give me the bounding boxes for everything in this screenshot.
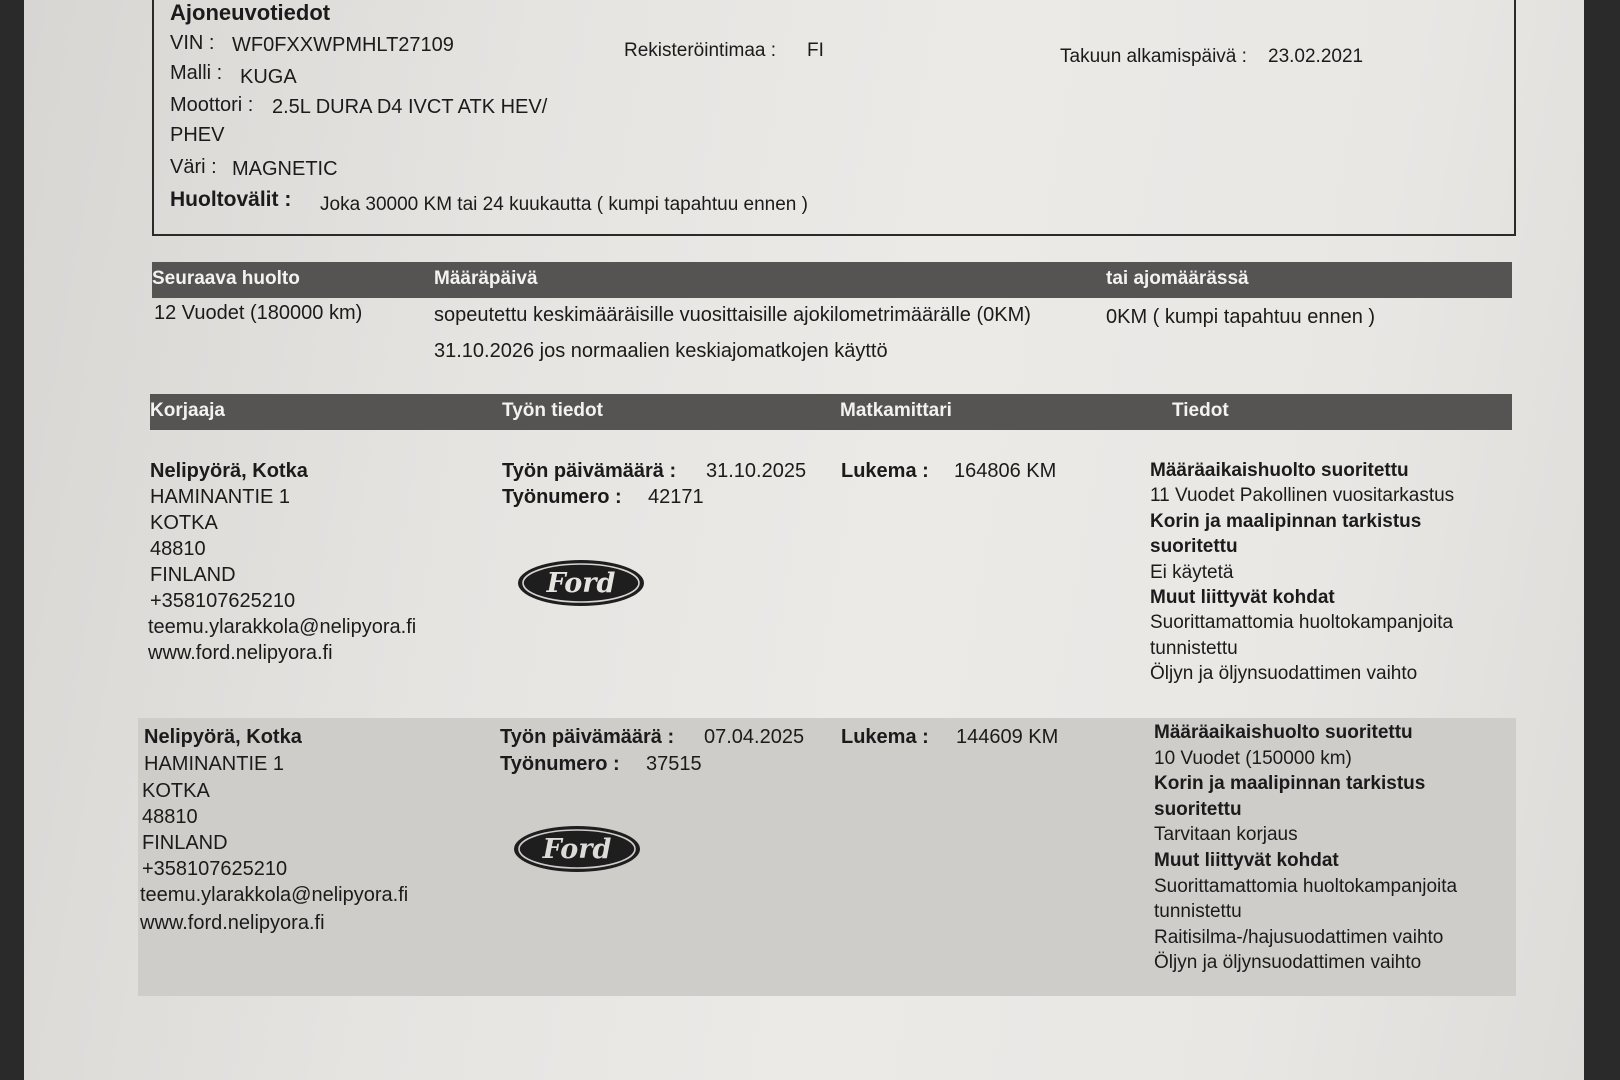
model-label: Malli :: [170, 62, 223, 84]
work-detail-line: suoritettu: [1154, 798, 1242, 820]
ford-oval-logo-icon: [512, 824, 642, 874]
engine-value-cont: PHEV: [170, 124, 225, 146]
dealer-name: Nelipyörä, Kotka: [144, 726, 302, 748]
header-odometer: Matkamittari: [840, 400, 952, 421]
odometer-label: Lukema :: [841, 726, 929, 748]
vin-value: WF0FXXWPMHLT27109: [232, 34, 454, 56]
header-mileage: tai ajomäärässä: [1106, 268, 1249, 289]
work-date-label: Työn päivämäärä :: [502, 460, 677, 482]
next-service-due-line2: 31.10.2026 jos normaalien keskiajomatkojen käyttö: [434, 340, 888, 362]
warranty-value: 23.02.2021: [1268, 46, 1364, 67]
dealer-email: teemu.ylarakkola@nelipyora.fi: [140, 884, 409, 906]
work-detail-line: Määräaikaishuolto suoritettu: [1150, 460, 1409, 481]
header-due-date: Määräpäivä: [434, 268, 538, 289]
next-service-mileage: 0KM ( kumpi tapahtuu ennen ): [1106, 306, 1376, 328]
header-work-info: Työn tiedot: [502, 400, 603, 421]
work-detail-line: Korin ja maalipinnan tarkistus: [1150, 510, 1422, 532]
color-label: Väri :: [170, 156, 217, 178]
work-detail-line: Öljyn ja öljynsuodattimen vaihto: [1150, 663, 1418, 685]
odometer-value: 144609 KM: [956, 726, 1059, 748]
dealer-phone: +358107625210: [142, 858, 288, 880]
work-detail-line: tunnistettu: [1154, 901, 1242, 923]
dealer-country: FINLAND: [150, 564, 236, 586]
job-number-label: Työnumero :: [502, 486, 622, 508]
work-detail-line: Ei käytetä: [1150, 561, 1234, 583]
model-value: KUGA: [240, 66, 297, 88]
next-service-header: [152, 262, 1512, 298]
work-detail-line: 10 Vuodet (150000 km): [1154, 747, 1352, 769]
header-repairer: Korjaaja: [150, 400, 225, 421]
work-detail-line: 11 Vuodet Pakollinen vuositarkastus: [1150, 485, 1455, 507]
odometer-label: Lukema :: [841, 460, 929, 482]
dealer-name: Nelipyörä, Kotka: [150, 460, 308, 482]
work-detail-line: Suorittamattomia huoltokampanjoita: [1154, 875, 1458, 897]
work-detail-line: Tarvitaan korjaus: [1154, 824, 1298, 846]
dealer-city: KOTKA: [150, 512, 218, 534]
dealer-email: teemu.ylarakkola@nelipyora.fi: [148, 616, 417, 638]
vehicle-heading: Ajoneuvotiedot: [170, 0, 331, 25]
warranty-label: Takuun alkamispäivä :: [1060, 46, 1247, 67]
work-detail-line: Muut liittyvät kohdat: [1150, 587, 1335, 608]
vin-label: VIN :: [170, 32, 215, 54]
next-service-period: 12 Vuodet (180000 km): [154, 302, 363, 324]
interval-label: Huoltovälit :: [170, 188, 292, 211]
dealer-address: HAMINANTIE 1: [144, 753, 285, 775]
odometer-value: 164806 KM: [954, 460, 1057, 482]
work-date-value: 07.04.2025: [704, 726, 805, 748]
interval-value: Joka 30000 KM tai 24 kuukautta ( kumpi tapahtuu ennen ): [320, 194, 808, 215]
service-document: [24, 0, 1584, 1080]
next-service-due-line1: sopeutettu keskimääräisille vuosittaisille ajokilometrimäärälle (0KM): [434, 304, 1031, 326]
job-number-label: Työnumero :: [500, 753, 620, 775]
dealer-website: www.ford.nelipyora.fi: [140, 912, 325, 934]
country-label: Rekisteröintimaa :: [624, 40, 777, 61]
work-detail-line: Öljyn ja öljynsuodattimen vaihto: [1154, 952, 1422, 974]
dealer-website: www.ford.nelipyora.fi: [148, 642, 333, 664]
work-detail-line: Suorittamattomia huoltokampanjoita: [1150, 612, 1454, 634]
work-detail-line: suoritettu: [1150, 536, 1238, 558]
job-number-value: 42171: [648, 486, 704, 508]
work-date-label: Työn päivämäärä :: [500, 726, 675, 748]
history-header: [150, 394, 1512, 430]
ford-logo-text: Ford: [546, 568, 616, 599]
dealer-address: HAMINANTIE 1: [150, 486, 291, 508]
work-detail-line: Korin ja maalipinnan tarkistus: [1154, 773, 1426, 795]
country-value: FI: [807, 40, 824, 61]
dealer-phone: +358107625210: [150, 590, 296, 612]
engine-label: Moottori :: [170, 94, 254, 116]
header-next-service: Seuraava huolto: [152, 268, 300, 289]
work-detail-line: Raitisilma-/hajusuodattimen vaihto: [1154, 926, 1444, 948]
work-detail-line: Muut liittyvät kohdat: [1154, 850, 1339, 871]
dealer-city: KOTKA: [142, 780, 210, 802]
work-detail-line: Määräaikaishuolto suoritettu: [1154, 722, 1413, 743]
color-value: MAGNETIC: [232, 158, 338, 180]
ford-oval-logo-icon: [516, 558, 646, 608]
dealer-postcode: 48810: [142, 806, 198, 828]
work-date-value: 31.10.2025: [706, 460, 807, 482]
ford-logo-text: Ford: [542, 834, 612, 865]
work-detail-line: tunnistettu: [1150, 637, 1238, 659]
engine-value: 2.5L DURA D4 IVCT ATK HEV/: [272, 96, 548, 118]
job-number-value: 37515: [646, 753, 702, 775]
dealer-postcode: 48810: [150, 538, 206, 560]
dealer-country: FINLAND: [142, 832, 228, 854]
header-details: Tiedot: [1172, 400, 1229, 421]
